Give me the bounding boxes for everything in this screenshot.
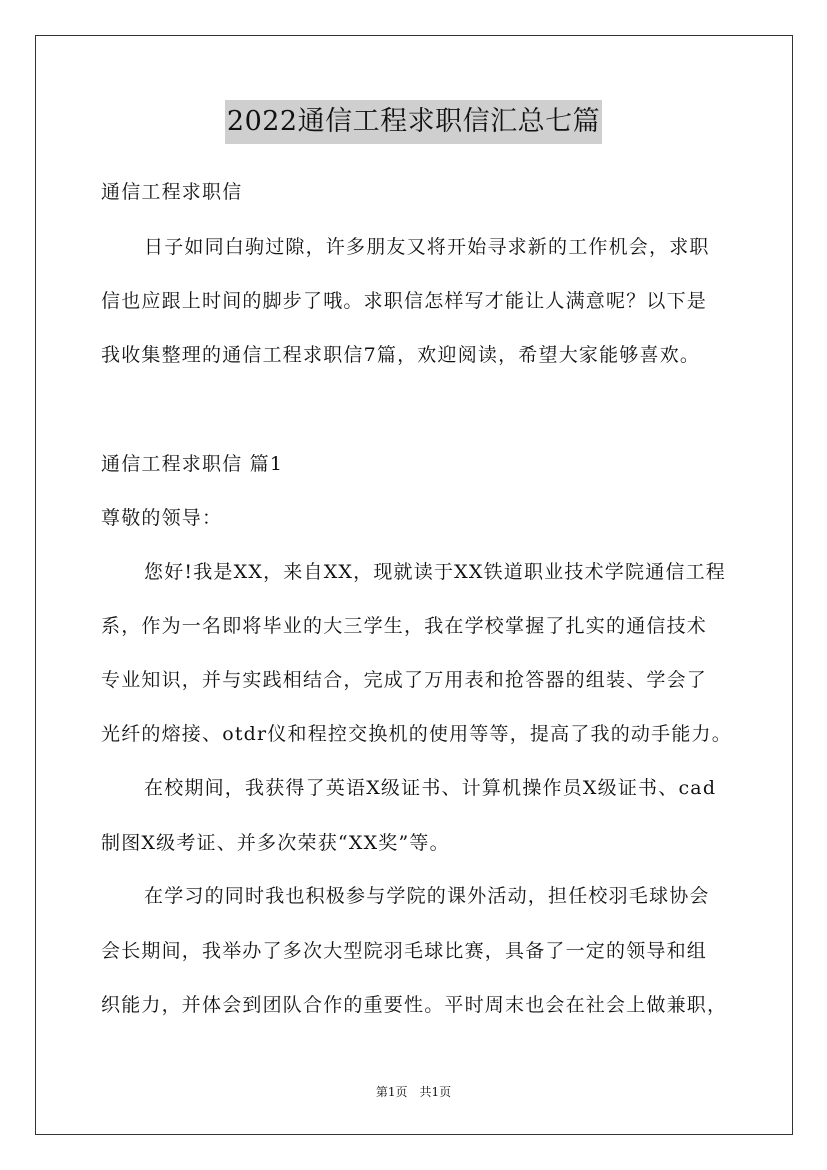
body-line-6: 制图X级考证、并多次荣获“XX奖”等。 <box>101 832 450 854</box>
body-line-3: 专业知识，并与实践相结合，完成了万用表和抢答器的组装、学会了 <box>101 669 708 691</box>
page-footer: 第1页 共1页 <box>375 1085 452 1099</box>
body-line-4: 光纤的熔接、otdr仪和程控交换机的使用等等，提高了我的动手能力。 <box>101 723 732 745</box>
body-line-5: 在校期间，我获得了英语X级证书、计算机操作员X级证书、cad <box>144 777 717 799</box>
body-line-7: 在学习的同时我也积极参与学院的课外活动，担任校羽毛球协会 <box>144 885 710 907</box>
intro-line-1: 日子如同白驹过隙，许多朋友又将开始寻求新的工作机会，求职 <box>144 236 710 258</box>
body-line-8: 会长期间，我举办了多次大型院羽毛球比赛，具备了一定的领导和组 <box>101 940 708 962</box>
intro-line-2: 信也应跟上时间的脚步了哦。求职信怎样写才能让人满意呢？以下是 <box>101 290 708 312</box>
intro-line-3: 我收集整理的通信工程求职信7篇，欢迎阅读，希望大家能够喜欢。 <box>101 344 701 366</box>
body-line-2: 系，作为一名即将毕业的大三学生，我在学校掌握了扎实的通信技术 <box>101 615 708 637</box>
body-line-9: 织能力，并体会到团队合作的重要性。平时周末也会在社会上做兼职， <box>101 994 728 1016</box>
document-title: 2022通信工程求职信汇总七篇 <box>225 100 602 144</box>
subtitle: 通信工程求职信 <box>101 181 243 203</box>
body-line-1: 您好!我是XX，来自XX，现就读于XX铁道职业技术学院通信工程 <box>144 561 726 583</box>
section-heading: 通信工程求职信 篇1 <box>101 453 284 475</box>
title-container <box>0 100 827 144</box>
salutation: 尊敬的领导： <box>101 507 223 529</box>
